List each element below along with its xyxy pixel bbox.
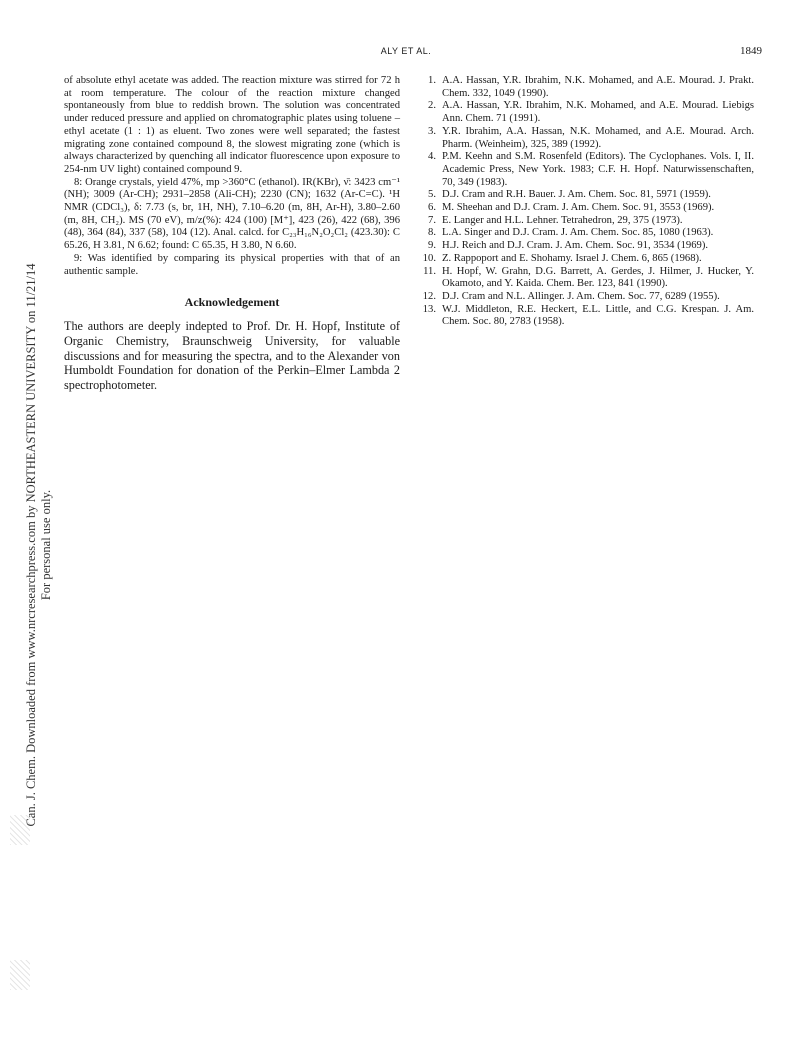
reference-text: Z. Rappoport and E. Shohamy. Israel J. Chem. 6, 865 (1968). — [442, 252, 702, 264]
page-number: 1849 — [740, 45, 762, 57]
reference-text: H.J. Reich and D.J. Cram. J. Am. Chem. Soc. 91, 3534 (1969). — [442, 240, 709, 252]
scan-artifact — [10, 960, 30, 990]
reference-item — [418, 266, 754, 291]
reference-item — [418, 151, 754, 189]
reference-item — [418, 304, 754, 329]
references-column — [418, 75, 754, 329]
acknowledgement-heading: Acknowledgement — [184, 295, 280, 310]
experimental-paragraph: of absolute ethyl acetate was added. The reaction mixture was stirred for 72 h at room temperature. The colour of the reaction mixture changed spontaneously from blue to reddish brown. The solution was concentrated under reduced pressure and applied on chromatographic plates using toluene – ethyl acetate (1 : 1) as eluent. Two zones were well separated; the fastest migrating zone contained compound 8, the slowest migrating zone (which is always characterized by quenching all indicator fluorescence upon exposure to 254-nm UV light) contained compound 9. — [64, 75, 400, 175]
reference-text: L.A. Singer and D.J. Cram. J. Am. Chem. Soc. 85, 1080 (1963). — [442, 227, 714, 239]
reference-text: M. Sheehan and D.J. Cram. J. Am. Chem. Soc. 91, 3553 (1969). — [442, 202, 715, 214]
reference-number: 3. — [428, 125, 436, 137]
scan-artifact — [10, 815, 30, 845]
download-watermark — [4, 235, 53, 855]
reference-item — [418, 75, 754, 100]
watermark-line-2: For personal use only. — [39, 489, 53, 601]
reference-text: D.J. Cram and N.L. Allinger. J. Am. Chem. Soc. 77, 6289 (1955). — [442, 290, 720, 302]
reference-number: 8. — [428, 227, 436, 239]
reference-text: W.J. Middleton, R.E. Heckert, E.L. Little, and C.G. Krespan. J. Am. Chem. Soc. 80, 2783 (1958). — [442, 303, 754, 328]
reference-text: P.M. Keehn and S.M. Rosenfeld (Editors). The Cyclophanes. Vols. I, II. Academic Press, New York. 1983; C.F. H. Hopf. Naturwissenschaften, 70, 349 (1983). — [442, 151, 754, 188]
reference-item — [418, 126, 754, 151]
reference-item — [418, 189, 754, 202]
reference-list — [418, 75, 754, 329]
reference-text: E. Langer and H.L. Lehner. Tetrahedron, 29, 375 (1973). — [442, 214, 683, 226]
reference-number: 5. — [428, 189, 436, 201]
reference-text: H. Hopf, W. Grahn, D.G. Barrett, A. Gerdes, J. Hilmer, J. Hucker, Y. Okamoto, and Y. Kaida. Chem. Ber. 123, 841 (1990). — [442, 265, 754, 290]
reference-number: 9. — [428, 240, 436, 252]
reference-number: 6. — [428, 202, 436, 214]
watermark-line-1: Can. J. Chem. Downloaded from www.nrcresearchpress.com by NORTHEASTERN UNIVERSITY on 11/21/14 — [24, 263, 38, 827]
reference-text: D.J. Cram and R.H. Bauer. J. Am. Chem. Soc. 81, 5971 (1959). — [442, 189, 711, 201]
reference-text: Y.R. Ibrahim, A.A. Hassan, N.K. Mohamed, and A.E. Mourad. Arch. Pharm. (Weinheim), 325, 389 (1992). — [442, 125, 754, 150]
reference-item — [418, 240, 754, 253]
left-column — [64, 75, 400, 393]
reference-number: 12. — [422, 290, 436, 302]
acknowledgement-text: The authors are deeply indepted to Prof. Dr. H. Hopf, Institute of Organic Chemistry, Braunschweig University, for valuable discussions and for measuring the spectra, and to the Alexander von Humboldt Foundation for donation of the Perkin–Elmer Lambda 2 spectrophotometer. — [64, 318, 400, 393]
reference-item — [418, 215, 754, 228]
reference-item — [418, 100, 754, 125]
reference-item — [418, 202, 754, 215]
reference-text: A.A. Hassan, Y.R. Ibrahim, N.K. Mohamed, and A.E. Mourad. J. Prakt. Chem. 332, 1049 (1990). — [442, 75, 754, 99]
reference-item — [418, 253, 754, 266]
running-head: ALY ET AL. — [380, 46, 432, 56]
page-header — [0, 46, 812, 62]
download-watermark-text — [24, 235, 54, 855]
reference-number: 10. — [422, 252, 436, 264]
reference-item — [418, 227, 754, 240]
compound-9-paragraph: 9: Was identified by comparing its physical properties with that of an authentic sample. — [64, 252, 400, 277]
reference-number: 1. — [428, 75, 436, 86]
reference-item — [418, 291, 754, 304]
reference-number: 13. — [422, 303, 436, 315]
reference-number: 4. — [428, 151, 436, 163]
compound-8-paragraph: 8: Orange crystals, yield 47%, mp >360°C (ethanol). IR(KBr), ν̄: 3423 cm⁻¹ (NH); 3009 (Ar-CH); 2931–2858 (Ali-CH); 2230 (CN); 1632 (Ar-C=C). ¹H NMR (CDCl₃), δ: 7.73 (s, br, 1H, NH), 7.10–6.20 (m, 8H, Ar-H), 3.80–2.60 (m, 8H, CH₂). MS (70 eV), m/z(%): 424 (100) [M⁺], 423 (26), 422 (68), 396 (48), 364 (84), 337 (58), 104 (12). Anal. calcd. for C₂₃H₁₆N₂O₂Cl₂ (423.30): C 65.26, H 3.81, N 6.62; found: C 65.35, H 3.80, N 6.60. — [64, 176, 400, 252]
reference-number: 11. — [423, 265, 436, 277]
reference-text: A.A. Hassan, Y.R. Ibrahim, N.K. Mohamed, and A.E. Mourad. Liebigs Ann. Chem. 71 (1991). — [442, 100, 754, 125]
reference-number: 7. — [428, 214, 436, 226]
reference-number: 2. — [428, 100, 436, 112]
